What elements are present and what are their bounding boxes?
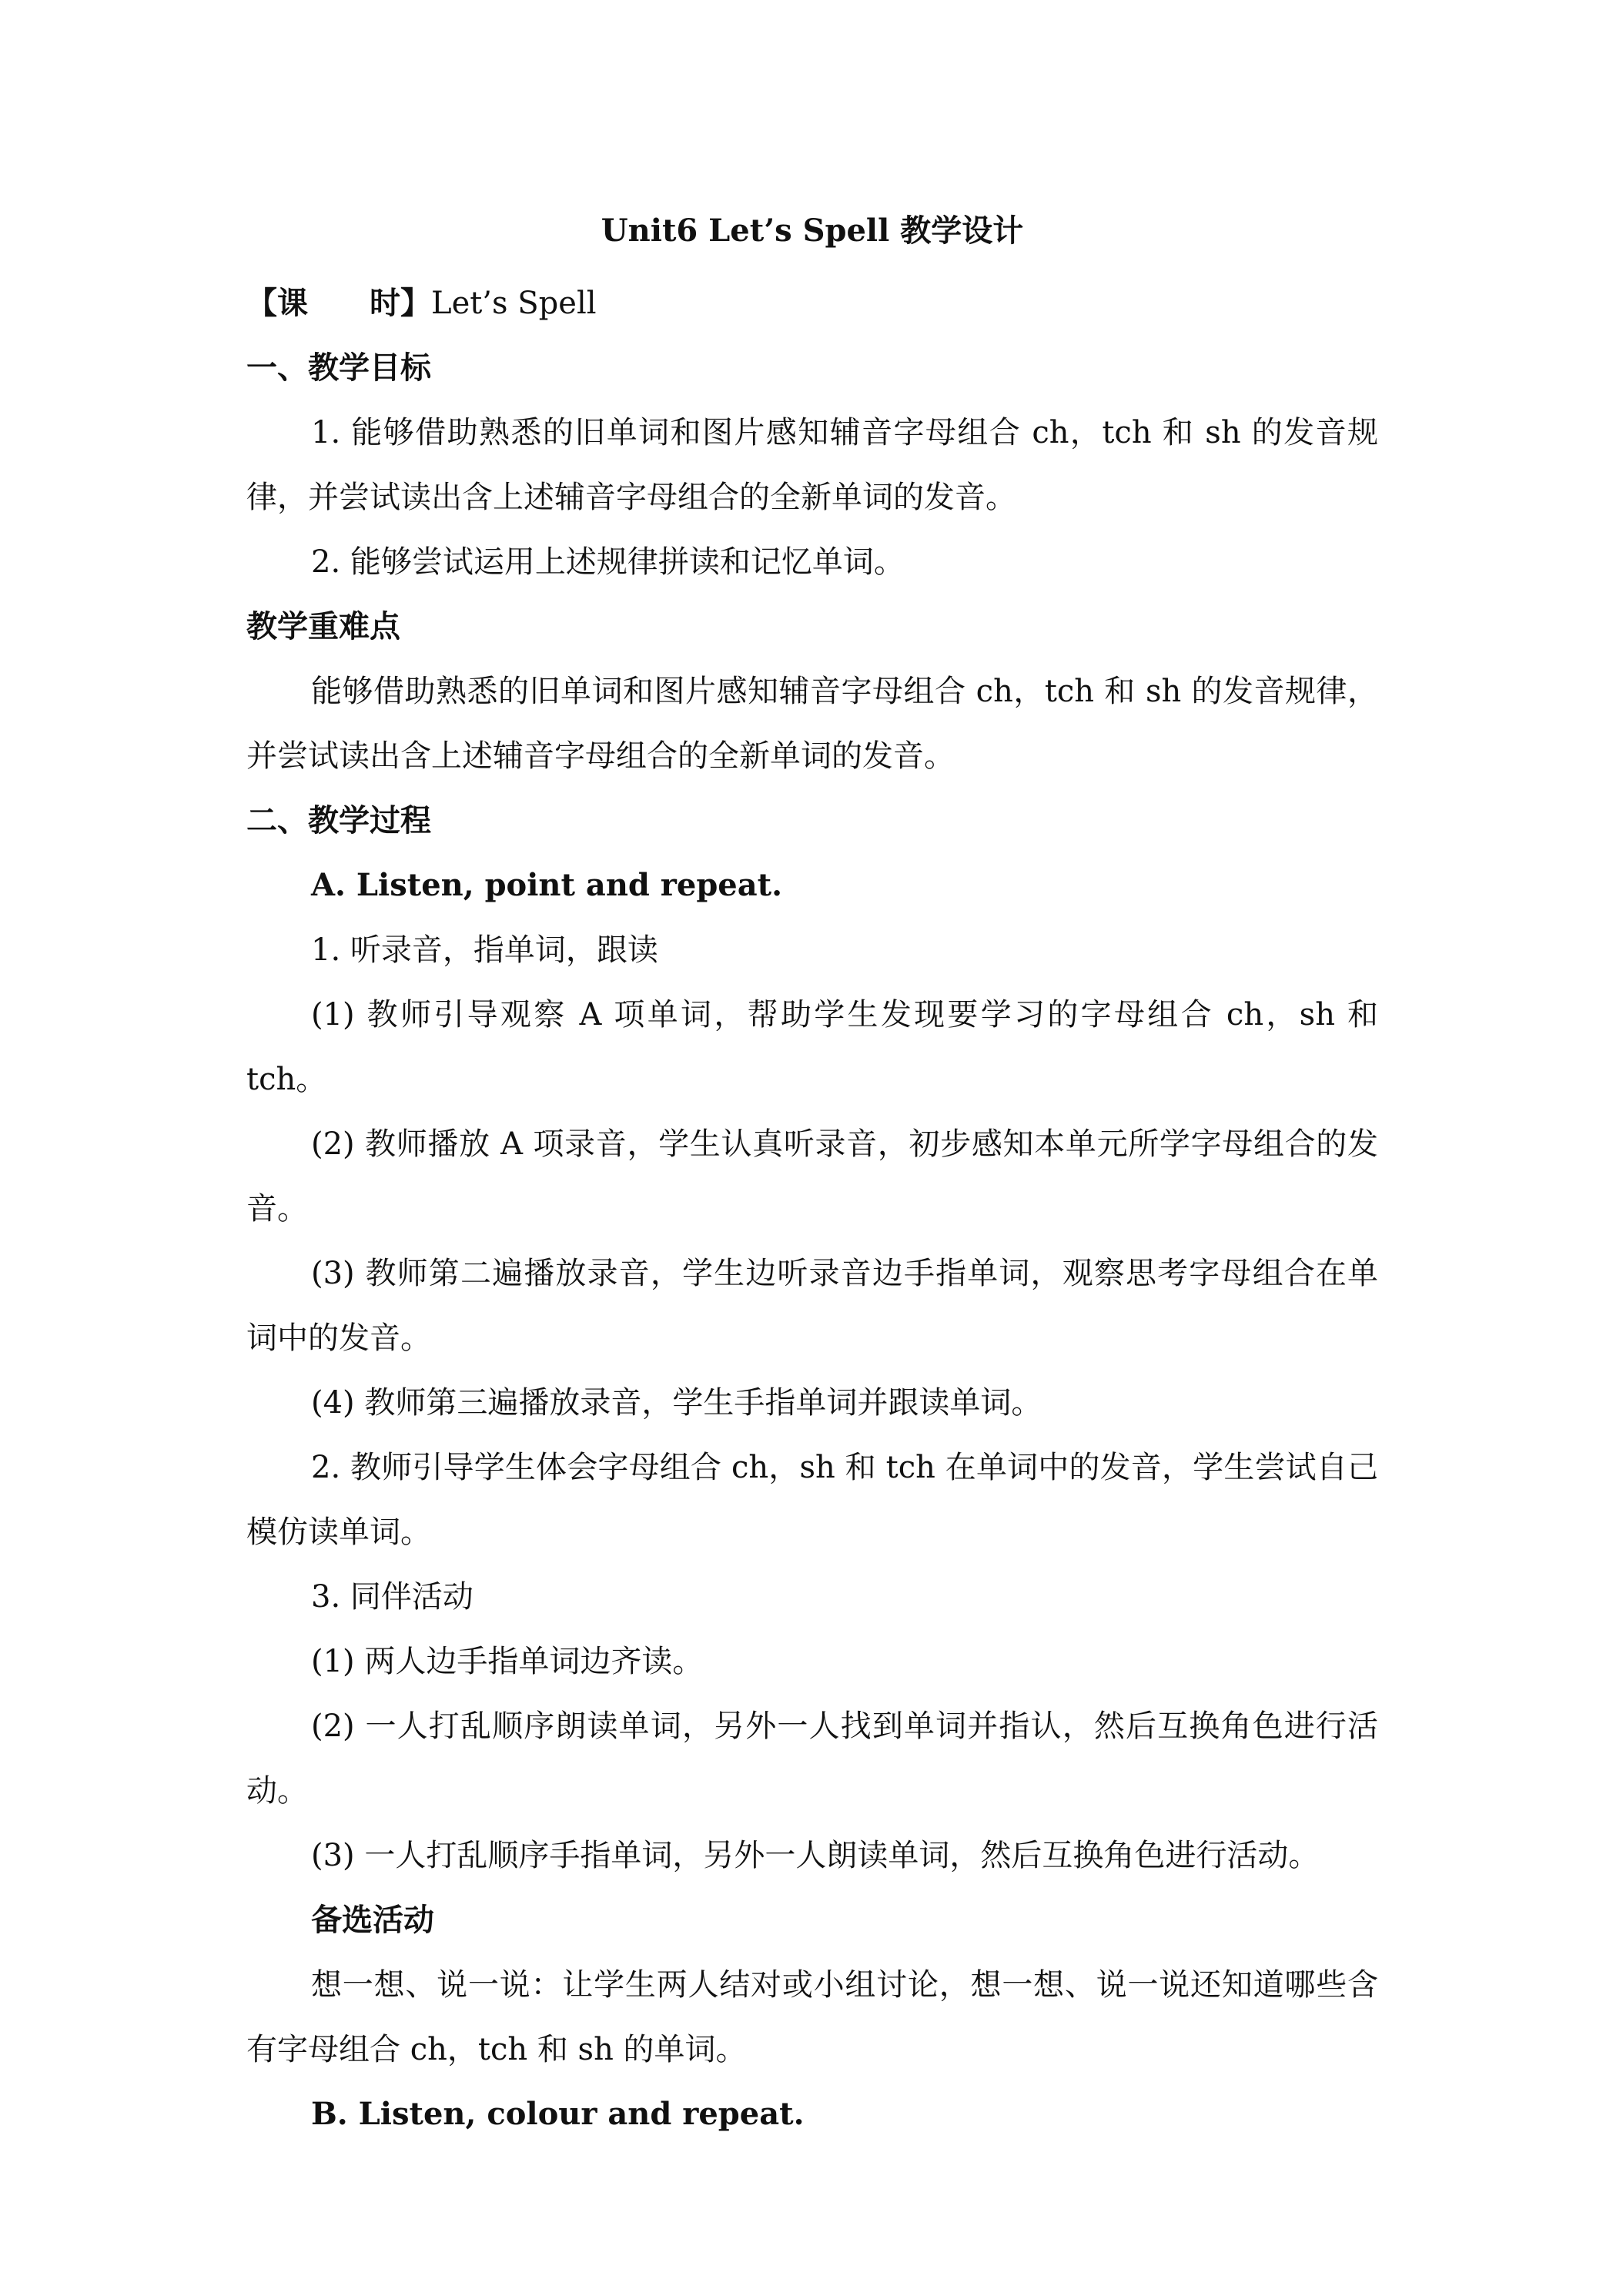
step3-item: (2) 一人打乱顺序朗读单词，另外一人找到单词并指认，然后互换角色进行活动。 [246,1709,1378,1809]
lesson-label-open: 【课 [246,285,308,321]
step1-item: (3) 教师第二遍播放录音，学生边听录音边手指单词，观察思考字母组合在单词中的发音。 [246,1256,1378,1356]
document-body [246,209,1378,2147]
lesson-label-close: 时】 [370,285,431,321]
document-title: Unit6 Let’s Spell 教学设计 [601,213,1024,249]
step1-text: 1. 听录音，指单词，跟读 [311,932,658,968]
step1-item: (2) 教师播放 A 项录音，学生认真听录音，初步感知本单元所学字母组合的发音。 [246,1126,1378,1227]
goal-item: 1. 能够借助熟悉的旧单词和图片感知辅音字母组合 ch，tch 和 sh 的发音规律，并尝试读出含上述辅音字母组合的全新单词的发音。 [246,415,1378,515]
lesson-line [246,271,1378,336]
optional-activity-text: 想一想、说一说：让学生两人结对或小组讨论，想一想、说一说还知道哪些含有字母组合 ch，tch 和 sh 的单词。 [246,1967,1378,2067]
key-points-heading: 教学重难点 [246,608,400,644]
section2-heading: 二、教学过程 [246,802,431,838]
step3-item: (3) 一人打乱顺序手指单词，另外一人朗读单词，然后互换角色进行活动。 [311,1838,1320,1873]
lesson-value: Let’s Spell [431,286,597,321]
part-b-heading: B. Listen, colour and repeat. [311,2096,805,2132]
optional-activity-heading: 备选活动 [311,1902,434,1938]
step1-item: (4) 教师第三遍播放录音，学生手指单词并跟读单词。 [311,1385,1042,1421]
step3-item: (1) 两人边手指单词边齐读。 [311,1644,704,1679]
step3-text: 3. 同伴活动 [311,1579,474,1615]
key-points-text: 能够借助熟悉的旧单词和图片感知辅音字母组合 ch，tch 和 sh 的发音规律，并尝试读出含上述辅音字母组合的全新单词的发音。 [246,674,1378,774]
step1-item: (1) 教师引导观察 A 项单词，帮助学生发现要学习的字母组合 ch，sh 和 tch。 [246,997,1378,1097]
section1-heading: 一、教学目标 [246,350,431,386]
part-a-heading: A. Listen, point and repeat. [311,867,783,903]
goal-item: 2. 能够尝试运用上述规律拼读和记忆单词。 [311,544,905,580]
step2-text: 2. 教师引导学生体会字母组合 ch，sh 和 tch 在单词中的发音，学生尝试自己模仿读单词。 [246,1450,1378,1550]
